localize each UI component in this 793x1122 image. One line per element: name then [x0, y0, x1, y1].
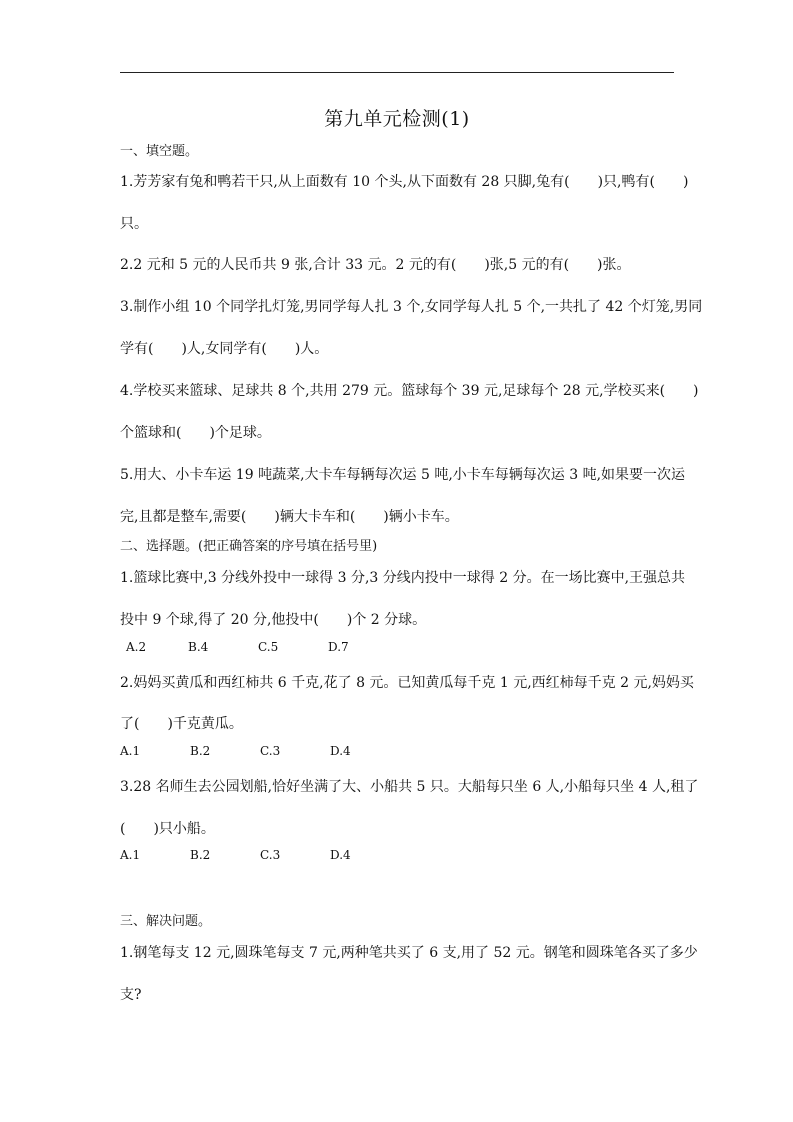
question-text: 1.篮球比赛中,3 分线外投中一球得 3 分,3 分线内投中一球得 2 分。在一场比赛中,王强总共: [120, 570, 686, 586]
option-a: A.2: [126, 640, 147, 654]
question-text: 了( )千克黄瓜。: [120, 716, 243, 732]
option-c: C.3: [260, 744, 281, 758]
answer-options: [120, 640, 676, 654]
section-heading-fill-blank: 一、填空题。: [120, 144, 199, 159]
question-text: 支?: [120, 987, 142, 1003]
question-text: 学有( )人,女同学有( )人。: [120, 341, 329, 357]
option-b: B.4: [188, 640, 209, 654]
section-heading-problem-solving: 三、解决问题。: [120, 914, 212, 929]
question-text: 3.制作小组 10 个同学扎灯笼,男同学每人扎 3 个,女同学每人扎 5 个,一共扎了 42 个灯笼,男同: [120, 299, 703, 315]
option-d: D.4: [330, 744, 351, 758]
question-text: 1.钢笔每支 12 元,圆珠笔每支 7 元,两种笔共买了 6 支,用了 52 元。钢笔和圆珠笔各买了多少: [120, 945, 698, 961]
question-text: ( )只小船。: [120, 821, 215, 837]
question-text: 4.学校买来篮球、足球共 8 个,共用 279 元。篮球每个 39 元,足球每个 28 元,学校买来( ): [120, 383, 699, 399]
section-heading-multiple-choice: 二、选择题。(把正确答案的序号填在括号里): [120, 539, 378, 554]
option-d: D.7: [328, 640, 349, 654]
option-a: A.1: [120, 848, 141, 862]
question-text: 2.2 元和 5 元的人民币共 9 张,合计 33 元。2 元的有( )张,5 元的有( )张。: [120, 257, 631, 273]
question-text: 5.用大、小卡车运 19 吨蔬菜,大卡车每辆每次运 5 吨,小卡车每辆每次运 3 吨,如果要一次运: [120, 467, 686, 483]
answer-options: [120, 744, 676, 758]
header-rule: [120, 72, 674, 73]
option-b: B.2: [190, 744, 211, 758]
option-c: C.5: [258, 640, 279, 654]
question-text: 只。: [120, 216, 148, 232]
question-text: 完,且都是整车,需要( )辆大卡车和( )辆小卡车。: [120, 509, 459, 525]
option-c: C.3: [260, 848, 281, 862]
option-b: B.2: [190, 848, 211, 862]
question-text: 个篮球和( )个足球。: [120, 425, 271, 441]
question-text: 2.妈妈买黄瓜和西红柿共 6 千克,花了 8 元。已知黄瓜每千克 1 元,西红柿每千克 2 元,妈妈买: [120, 675, 694, 691]
option-d: D.4: [330, 848, 351, 862]
page-title: 第九单元检测(1): [324, 108, 470, 130]
option-a: A.1: [120, 744, 141, 758]
question-text: 投中 9 个球,得了 20 分,他投中( )个 2 分球。: [120, 612, 427, 628]
question-text: 1.芳芳家有兔和鸭若干只,从上面数有 10 个头,从下面数有 28 只脚,兔有( )只,鸭有( ): [120, 174, 689, 190]
answer-options: [120, 848, 676, 862]
question-text: 3.28 名师生去公园划船,恰好坐满了大、小船共 5 只。大船每只坐 6 人,小船每只坐 4 人,租了: [120, 779, 699, 795]
